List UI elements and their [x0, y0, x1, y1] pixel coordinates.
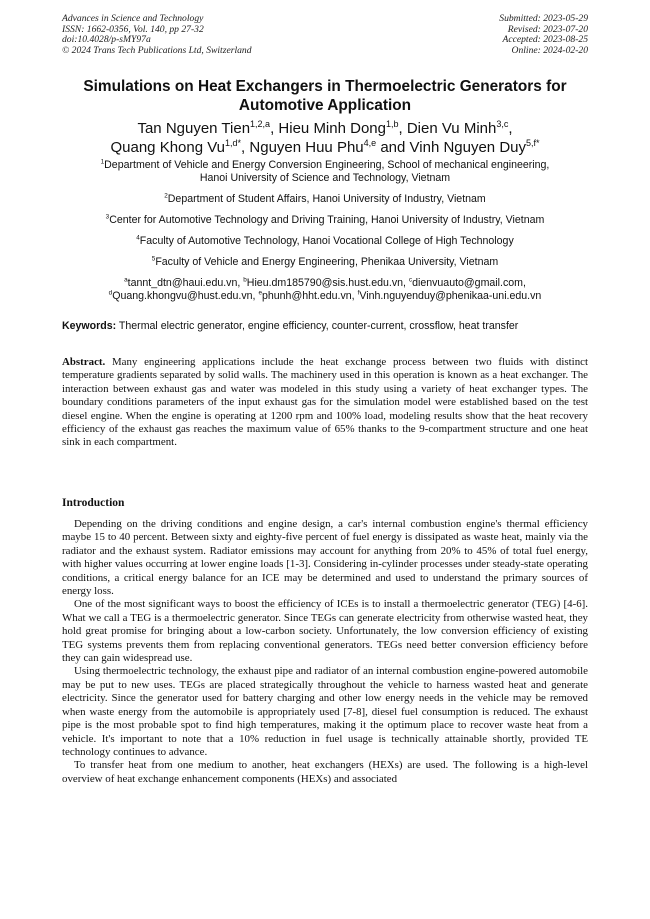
- author-name: Vinh Nguyen Duy: [409, 139, 526, 156]
- email-address: Quang.khongvu@hust.edu.vn,: [112, 290, 259, 302]
- author-name: Nguyen Huu Phu: [249, 139, 364, 156]
- email-address: dienvuauto@gmail.com,: [412, 277, 526, 289]
- author-line: Quang Khong $Vu^{1,d*}$, Nguyen Huu Phu$^{4,e}$ and Vinh Nguyen Duy$^{5,f*}$: [110, 138, 540, 156]
- author-name: Hieu Minh Dong: [278, 120, 386, 137]
- affiliation: [40, 159, 610, 185]
- affiliation-text: Center for Automotive Technology and Driving Training, Hanoi University of Industry, Vietnam: [109, 214, 545, 226]
- email-marker: a: [124, 276, 128, 284]
- affiliation-text: Department of Vehicle and Energy Conversion Engineering, School of mechanical engineering,: [104, 159, 550, 171]
- affiliation-number: 2: [164, 192, 168, 200]
- email-line: [40, 290, 610, 303]
- publication-dates: [499, 14, 588, 56]
- affiliation-text: Department of Student Affairs, Hanoi University of Industry, Vietnam: [167, 193, 486, 205]
- email-address: Vinh.nguyenduy@phenikaa-uni.edu.vn: [359, 290, 542, 302]
- paragraph: One of the most significant ways to boost the efficiency of ICEs is to install a thermoelectric generator (TEG) [4-6]. What we call a TEG is a thermoelectric generator. Since TEGs can generate electricity from otherwise wasted heat, they hold great promise for bringing about a low-carbon society. Unfortunately, the low conversion efficiency of existing TEG systems prevents them from replacing conventional generators. TEGs need better conversion efficiency before they can gain widespread use.: [62, 598, 588, 665]
- doi: doi:10.4028/p-sMY97a: [62, 34, 151, 46]
- section-heading: Introduction: [62, 497, 125, 509]
- email-address: tannt_dtn@haui.edu.vn,: [127, 277, 244, 289]
- affiliation-text: Faculty of Vehicle and Energy Engineering, Phenikaa University, Vietnam: [155, 256, 499, 268]
- affiliation: [40, 256, 610, 269]
- affiliation: [40, 193, 610, 206]
- online-date: Online: 2024-02-20: [511, 44, 588, 56]
- author-affiliation-marker: 1,b: [385, 119, 399, 129]
- journal-name: Advances in Science and Technology: [62, 13, 204, 24]
- keywords-text: Thermal electric generator, engine efficiency, counter-current, crossflow, heat transfer: [116, 320, 519, 332]
- author-affiliation-marker: 3,c: [496, 119, 509, 129]
- affiliation-text: Hanoi University of Science and Technology, Vietnam: [199, 172, 451, 184]
- revised-date: Revised: 2023-07-20: [507, 23, 588, 35]
- author-list: [40, 119, 610, 157]
- paper-title: [40, 78, 610, 115]
- issn-volume-pages: ISSN: 1662-0356, Vol. 140, pp 27-32: [62, 23, 204, 35]
- author-name: Tan Nguyen Tien: [137, 120, 251, 137]
- affiliation-number: 5: [151, 255, 156, 263]
- email-marker: f: [357, 289, 360, 297]
- affiliation-number: 1: [100, 158, 105, 166]
- abstract-label: Abstract.: [62, 356, 106, 368]
- author-line: Tan Nguyen Tien$^{1,2,a}$, Hieu Minh Dong$^{1,b}$, Dien Vu Minh$^{3,c}$,: [137, 119, 513, 137]
- email-marker: b: [243, 276, 247, 284]
- accepted-date: Accepted: 2023-08-25: [502, 34, 588, 46]
- affiliation-list: [40, 159, 610, 303]
- paragraph: To transfer heat from one medium to another, heat exchangers (HEXs) are used. The following is a high-level overview of heat exchange enhancement components (HEXs) and associated: [62, 759, 588, 785]
- abstract-text: Many engineering applications include the heat exchange process between two fluids with distinct temperature gradients separated by solid walls. The machinery used in this operation is known as a heat exchanger. The interaction between exhaust gas and water was modeled in this study using a variety of heat exchanger types. The boundary conditions parameters of the input exhaust gas for the simulation model were established based on the test diesel engine. When the engine is operating at 1200 rpm and 100% load, modeling results show that the heat recovery efficiency of the exhaust gas reaches the maximum value of 65% thanks to the 9-compartment structure and one heat sink in each compartment.: [62, 356, 588, 449]
- paragraph: Depending on the driving conditions and engine design, a car's internal combustion engine's thermal efficiency maybe 15 to 40 percent. Between sixty and eighty-five percent of fuel energy is dissipated as waste heat, mainly via the radiator and the exhaust system. Radiator emissions may account for anything from 20% to 45% of total fuel energy, with higher values occurring at lower engine loads [1-3]. Considering in-cylinder processes under steady-state operating conditions, a critical energy balance for an ICE may be determined and used to understand the primary sources of energy loss.: [62, 518, 588, 598]
- title-line: Simulations on Heat Exchangers in Thermoelectric Generators for: [83, 78, 567, 95]
- author-conjunction: and: [376, 139, 410, 156]
- email-marker: d: [108, 289, 113, 297]
- affiliation-number: 3: [105, 213, 110, 221]
- introduction-body: [62, 518, 588, 786]
- affiliation-text: Faculty of Automotive Technology, Hanoi Vocational College of High Technology: [139, 235, 514, 247]
- author-affiliation-marker: 1,d*: [225, 138, 242, 148]
- affiliation: [40, 214, 610, 227]
- author-name: Quang Khong Vu: [110, 139, 226, 156]
- affiliation-number: 4: [136, 234, 140, 242]
- email-address: Hieu.dm185790@sis.hust.edu.vn,: [246, 277, 409, 289]
- author-affiliation-marker: 5,f*: [526, 138, 540, 148]
- email-address: phunh@hht.edu.vn,: [261, 290, 358, 302]
- email-marker: c: [408, 276, 413, 284]
- author-affiliation-marker: 1,2,a: [250, 119, 271, 129]
- submitted-date: Submitted: 2023-05-29: [499, 13, 588, 24]
- keywords-label: Keywords:: [62, 320, 117, 332]
- email-line: [40, 277, 610, 290]
- affiliation: [40, 235, 610, 248]
- keywords: [62, 320, 592, 333]
- copyright: © 2024 Trans Tech Publications Ltd, Switzerland: [62, 44, 252, 56]
- author-affiliation-marker: 4,e: [363, 138, 377, 148]
- author-name: Dien Vu Minh: [406, 120, 497, 137]
- email-marker: e: [258, 289, 262, 297]
- paragraph: Using thermoelectric technology, the exhaust pipe and radiator of an internal combustion engine-powered automobile may be put to new uses. TEGs are placed strategically throughout the vehicle to harness wasted heat and generate electricity. Since the generator used for battery charging and other low energy needs in the vehicle may be removed when waste energy from the automobile is appropriately used [7-8], diesel fuel consumption is reduced. The exhaust pipe is the most probable spot to find high temperatures, making it the optimum place to recover waste heat from a vehicle. It's important to note that a 10% reduction in fuel usage is technically attainable shortly, provided TE technology continues to advance.: [62, 665, 588, 758]
- abstract: [62, 356, 588, 450]
- title-line: Automotive Application: [238, 96, 412, 114]
- journal-info: [62, 14, 252, 56]
